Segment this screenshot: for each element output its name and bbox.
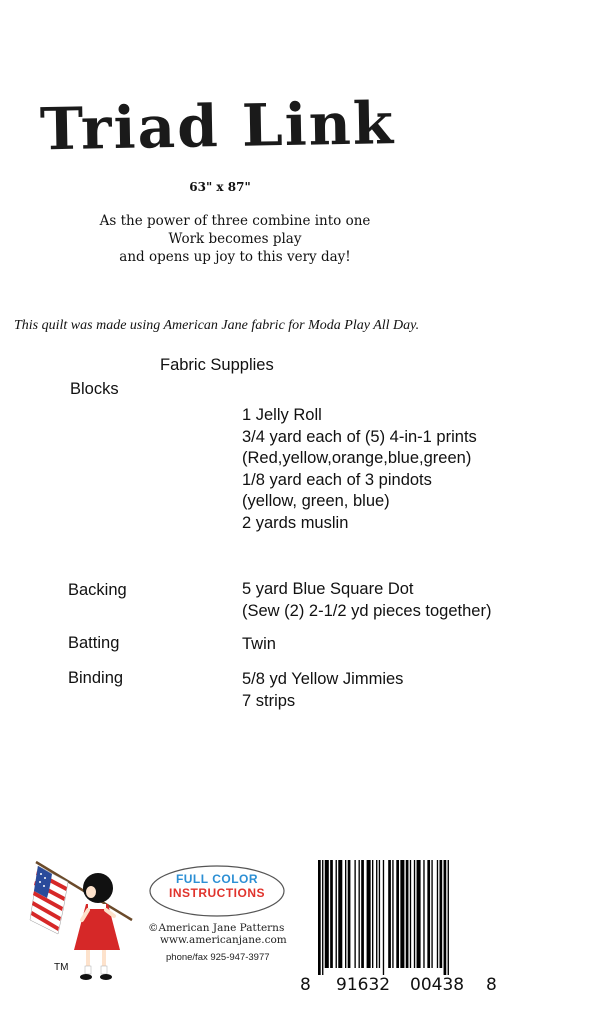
barcode-bar <box>318 860 321 975</box>
barcode-bar <box>414 860 415 968</box>
phone-fax: phone/fax 925-947-3977 <box>166 952 270 963</box>
list-item: 7 strips <box>242 691 296 710</box>
barcode-bar <box>406 860 409 968</box>
poem-line: and opens up joy to this very day! <box>119 249 351 265</box>
barcode-bar <box>440 860 443 968</box>
badge-line: INSTRUCTIONS <box>169 886 265 900</box>
batting-label: Batting <box>68 634 120 652</box>
barcode-bar <box>338 860 342 968</box>
backing-list <box>242 579 582 622</box>
barcode-bar <box>410 860 411 968</box>
list-item: 2 yards muslin <box>242 513 349 532</box>
barcode-icon <box>316 860 486 975</box>
list-item: 1 Jelly Roll <box>242 406 322 424</box>
list-item: 1/8 yard each of 3 pindots <box>242 470 432 489</box>
binding-list <box>242 669 582 712</box>
barcode-bar <box>431 860 432 968</box>
barcode-bar <box>417 860 421 968</box>
trademark: TM <box>54 962 69 973</box>
website: www.americanjane.com <box>160 934 287 946</box>
barcode-bar <box>396 860 399 968</box>
barcode-bar <box>322 860 323 975</box>
barcode-bar <box>392 860 393 968</box>
barcode-bar <box>345 860 346 968</box>
binding-label: Binding <box>68 669 124 687</box>
barcode-bar <box>444 860 447 975</box>
fabric-note: This quilt was made using American Jane fabric for Moda Play All Day. <box>14 318 420 333</box>
barcode-bar <box>325 860 329 968</box>
barcode-bar <box>367 860 371 968</box>
barcode-bar <box>427 860 430 968</box>
list-item: (yellow, green, blue) <box>242 492 390 510</box>
batting-list <box>242 634 582 656</box>
poem-line: As the power of three combine into one <box>99 213 371 229</box>
barcode-bar <box>359 860 360 968</box>
barcode-bar <box>383 860 384 975</box>
barcode-bar <box>336 860 337 968</box>
barcode-digit: 00438 <box>410 975 465 995</box>
list-item: 5 yard Blue Square Dot <box>242 580 414 598</box>
poem-line: Work becomes play <box>168 231 302 247</box>
barcode-bar <box>354 860 355 968</box>
blocks-label: Blocks <box>70 380 119 398</box>
barcode-bar <box>437 860 438 968</box>
barcode-bar <box>376 860 377 968</box>
page-title: Triad Link <box>39 89 396 164</box>
barcode-bar <box>330 860 333 968</box>
barcode-bar <box>379 860 380 968</box>
barcode-bar <box>388 860 391 968</box>
poem <box>60 212 410 266</box>
list-item: 5/8 yd Yellow Jimmies <box>242 670 404 688</box>
backing-label: Backing <box>68 581 127 599</box>
full-color-badge <box>148 872 286 900</box>
badge-line: FULL COLOR <box>175 872 259 886</box>
list-item: (Red,yellow,orange,blue,green) <box>242 449 472 467</box>
company-name: ©American Jane Patterns <box>148 922 285 934</box>
supplies-title: Fabric Supplies <box>160 356 274 374</box>
list-item: Twin <box>242 635 276 653</box>
blocks-list <box>242 405 582 534</box>
quilt-dimensions: 63" x 87" <box>189 180 251 194</box>
barcode-digit: 91632 <box>336 975 391 995</box>
list-item: (Sew (2) 2-1/2 yd pieces together) <box>242 601 492 620</box>
barcode-bar <box>423 860 424 968</box>
barcode-bar <box>372 860 373 968</box>
barcode-digit: 8 <box>300 975 311 995</box>
list-item: 3/4 yard each of (5) 4-in-1 prints <box>242 427 477 446</box>
girl-with-flag-icon <box>28 858 138 988</box>
barcode-bar <box>348 860 351 968</box>
barcode-bar <box>361 860 364 968</box>
barcode-bar <box>400 860 404 968</box>
barcode-bar <box>448 860 449 975</box>
barcode-digit: 8 <box>486 975 497 995</box>
